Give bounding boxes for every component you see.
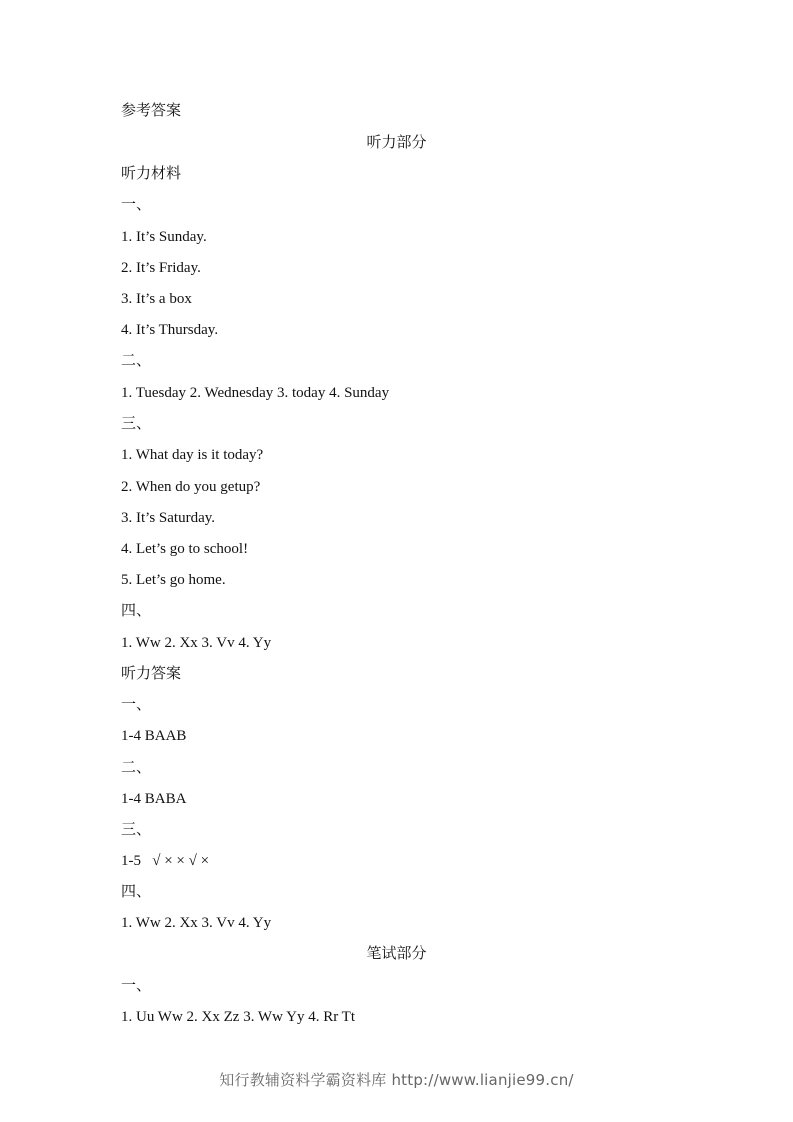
answer-part4-text: 1. Ww 2. Xx 3. Vv 4. Yy — [121, 915, 272, 931]
material-part1-label: 一、 — [121, 197, 152, 213]
material-part1-item-1: 1. It’s Sunday. — [121, 229, 207, 245]
page-title: 参考答案 — [121, 103, 182, 119]
material-part3-item-1: 1. What day is it today? — [121, 447, 264, 463]
listening-section-heading: 听力部分 — [366, 135, 427, 151]
answer-part4-label: 四、 — [121, 884, 152, 900]
written-part1-text: 1. Uu Ww 2. Xx Zz 3. Ww Yy 4. Rr Tt — [121, 1009, 356, 1025]
listening-answer-heading: 听力答案 — [121, 666, 182, 682]
material-part3-item-4: 4. Let’s go to school! — [121, 541, 249, 557]
footer-watermark: 知行教辅资料学霸资料库 http://www.lianjie99.cn/ — [219, 1071, 574, 1089]
answer-part3-text: 1-5 √ × × √ × — [121, 853, 210, 869]
material-part3-item-3: 3. It’s Saturday. — [121, 510, 216, 526]
material-part2-label: 二、 — [121, 353, 152, 369]
written-section-heading: 笔试部分 — [366, 946, 427, 962]
listening-material-heading: 听力材料 — [121, 166, 182, 182]
material-part3-item-2: 2. When do you getup? — [121, 479, 261, 495]
material-part4-text: 1. Ww 2. Xx 3. Vv 4. Yy — [121, 635, 272, 651]
answer-part1-label: 一、 — [121, 697, 152, 713]
answer-part2-text: 1-4 BABA — [121, 791, 187, 807]
material-part1-item-2: 2. It’s Friday. — [121, 260, 201, 276]
answer-part2-label: 二、 — [121, 760, 152, 776]
material-part4-label: 四、 — [121, 603, 152, 619]
material-part1-item-4: 4. It’s Thursday. — [121, 322, 219, 338]
material-part3-label: 三、 — [121, 416, 152, 432]
written-part1-label: 一、 — [121, 978, 152, 994]
answer-part3-label: 三、 — [121, 822, 152, 838]
material-part3-item-5: 5. Let’s go home. — [121, 572, 226, 588]
material-part2-text: 1. Tuesday 2. Wednesday 3. today 4. Sunday — [121, 385, 390, 401]
material-part1-item-3: 3. It’s a box — [121, 291, 192, 307]
answer-part1-text: 1-4 BAAB — [121, 728, 187, 744]
